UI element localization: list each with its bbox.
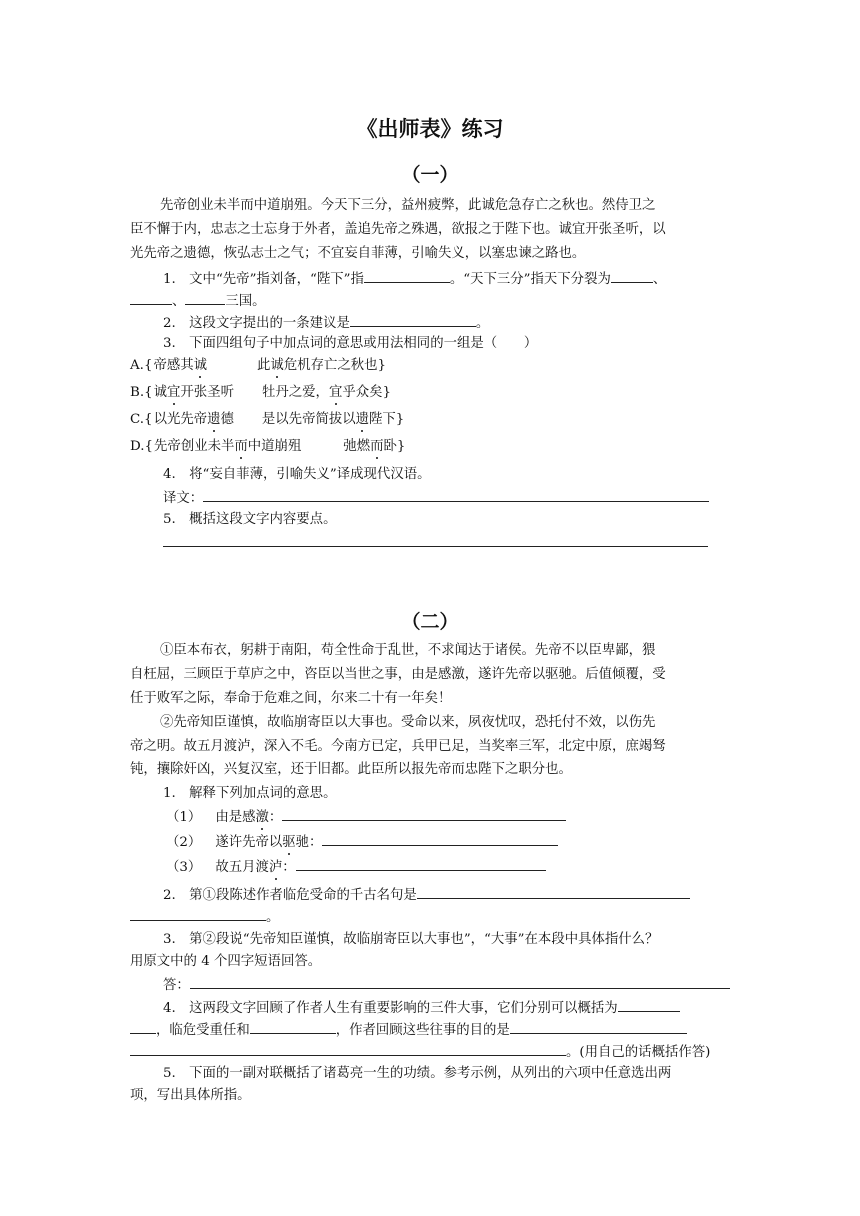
answer-blank[interactable] xyxy=(618,997,680,1012)
passage-1-line: 臣不懈于内，忠志之士忘身于外者，盖追先帝之殊遇，欲报之于陛下也。诚宜开张圣听，以 xyxy=(130,222,666,237)
dotted-word: 激 xyxy=(255,810,269,825)
question-3-answer: 答： xyxy=(163,974,763,996)
option-d: D.{先帝创业未半而中道崩殂 弛燃而卧} xyxy=(130,439,406,454)
answer-blank[interactable] xyxy=(350,312,476,327)
question-3: 3. 第②段说“先帝知臣谨慎，故临崩寄臣以大事也”，“大事”在本段中具体指什么？ xyxy=(163,932,659,947)
answer-blank[interactable] xyxy=(130,290,172,305)
option-b: B.{诚宜开张圣听 牡丹之爱，宜乎众矣} xyxy=(130,385,392,400)
passage-2-line: ①臣本布衣，躬耕于南阳，苟全性命于乱世，不求闻达于诸侯。先帝不以臣卑鄙，猥 xyxy=(160,643,656,658)
dotted-word: 而 xyxy=(234,439,248,454)
question-4-answer: 译文： xyxy=(163,487,763,509)
question-1-continued: 、 三国。 xyxy=(130,290,730,312)
question-3: 3. 下面四组句子中加点词的意思或用法相同的一组是（ ） xyxy=(163,336,538,351)
question-3-continued: 用原文中的 4 个四字短语回答。 xyxy=(130,954,322,969)
answer-line[interactable] xyxy=(417,884,690,899)
answer-blank[interactable] xyxy=(364,268,450,283)
sub-question-3: （3） 故五月渡泸： xyxy=(166,856,766,878)
question-5-answer xyxy=(163,532,763,554)
answer-blank[interactable] xyxy=(250,1019,336,1034)
dotted-word: 泸 xyxy=(268,860,283,875)
question-5: 5. 概括这段文字内容要点。 xyxy=(163,512,337,527)
question-4: 4. 将“妄自菲薄，引喻失义”译成现代汉语。 xyxy=(163,467,431,482)
question-5: 5. 下面的一副对联概括了诸葛亮一生的功绩。参考示例，从列出的六项中任意选出两 xyxy=(163,1066,672,1081)
passage-2-line: 钝，攘除奸凶，兴复汉室，还于旧都。此臣所以报先帝而忠陛下之职分也。 xyxy=(130,762,572,777)
answer-line[interactable] xyxy=(296,856,546,871)
answer-blank[interactable] xyxy=(185,290,225,305)
question-2-continued: 。 xyxy=(130,906,730,928)
dotted-word: 诚 xyxy=(193,358,208,373)
answer-blank[interactable] xyxy=(130,1019,156,1034)
answer-blank[interactable] xyxy=(611,268,653,283)
dotted-word: 驱 xyxy=(282,835,296,850)
answer-line[interactable] xyxy=(322,831,558,846)
dotted-word: 遗 xyxy=(207,412,221,427)
answer-line[interactable] xyxy=(130,906,266,921)
question-5-continued: 项，写出具体所指。 xyxy=(130,1088,251,1103)
option-a: A.{帝感其诚 此诚危机存亡之秋也} xyxy=(130,358,387,373)
answer-line[interactable] xyxy=(130,1041,566,1056)
dotted-word: 诚 xyxy=(270,358,284,373)
section-2-heading: （二） xyxy=(401,611,459,633)
dotted-word: 宜 xyxy=(328,385,343,400)
answer-line[interactable] xyxy=(163,532,708,547)
question-2: 2. 这段文字提出的一条建议是 。 xyxy=(163,312,763,334)
section-1-heading: （一） xyxy=(401,164,459,186)
question-4-continued: ，临危受重任和 ，作者回顾这些往事的目的是 xyxy=(130,1019,730,1041)
sub-question-1: （1） 由是感激： xyxy=(166,806,766,828)
option-c: C.{以光先帝遗德 是以先帝简拔以遗陛下} xyxy=(130,412,405,427)
answer-line[interactable] xyxy=(190,974,730,989)
dotted-word: 宜 xyxy=(167,385,181,400)
question-4-continued: 。(用自己的话概括作答) xyxy=(130,1041,730,1063)
answer-line[interactable] xyxy=(282,806,566,821)
passage-1-line: 光先帝之遗德，恢弘志士之气；不宜妄自菲薄，引喻失义，以塞忠谏之路也。 xyxy=(130,246,586,261)
question-1: 1. 文中“先帝”指刘备，“陛下”指 。“天下三分”指天下分裂为 、 xyxy=(163,268,763,290)
question-2: 2. 第①段陈述作者临危受命的千古名句是 xyxy=(163,884,763,906)
question-1: 1. 解释下列加点词的意思。 xyxy=(163,786,337,801)
answer-line[interactable] xyxy=(203,487,709,502)
passage-2-line: ②先帝知臣谨慎，故临崩寄臣以大事也。受命以来，夙夜忧叹，恐托付不效，以伤先 xyxy=(160,715,656,730)
page-title: 《出师表》练习 xyxy=(356,117,504,141)
sub-question-2: （2） 遂许先帝以驱驰： xyxy=(166,831,766,853)
passage-2-line: 自枉屈，三顾臣于草庐之中，咨臣以当世之事，由是感激，遂许先帝以驱驰。后值倾覆，受 xyxy=(130,667,666,682)
dotted-word: 遗 xyxy=(355,412,370,427)
dotted-word: 而 xyxy=(370,439,384,454)
answer-blank[interactable] xyxy=(510,1019,687,1034)
passage-2-line: 帝之明。故五月渡泸，深入不毛。今南方已定，兵甲已足，当奖率三军，北定中原，庶竭驽 xyxy=(130,739,666,754)
passage-1-line: 先帝创业未半而中道崩殂。今天下三分，益州疲弊，此诚危急存亡之秋也。然侍卫之 xyxy=(160,198,656,213)
passage-2-line: 任于败军之际，奉命于危难之间，尔来二十有一年矣！ xyxy=(130,691,452,706)
question-4: 4. 这两段文字回顾了作者人生有重要影响的三件大事，它们分别可以概括为 xyxy=(163,997,763,1019)
